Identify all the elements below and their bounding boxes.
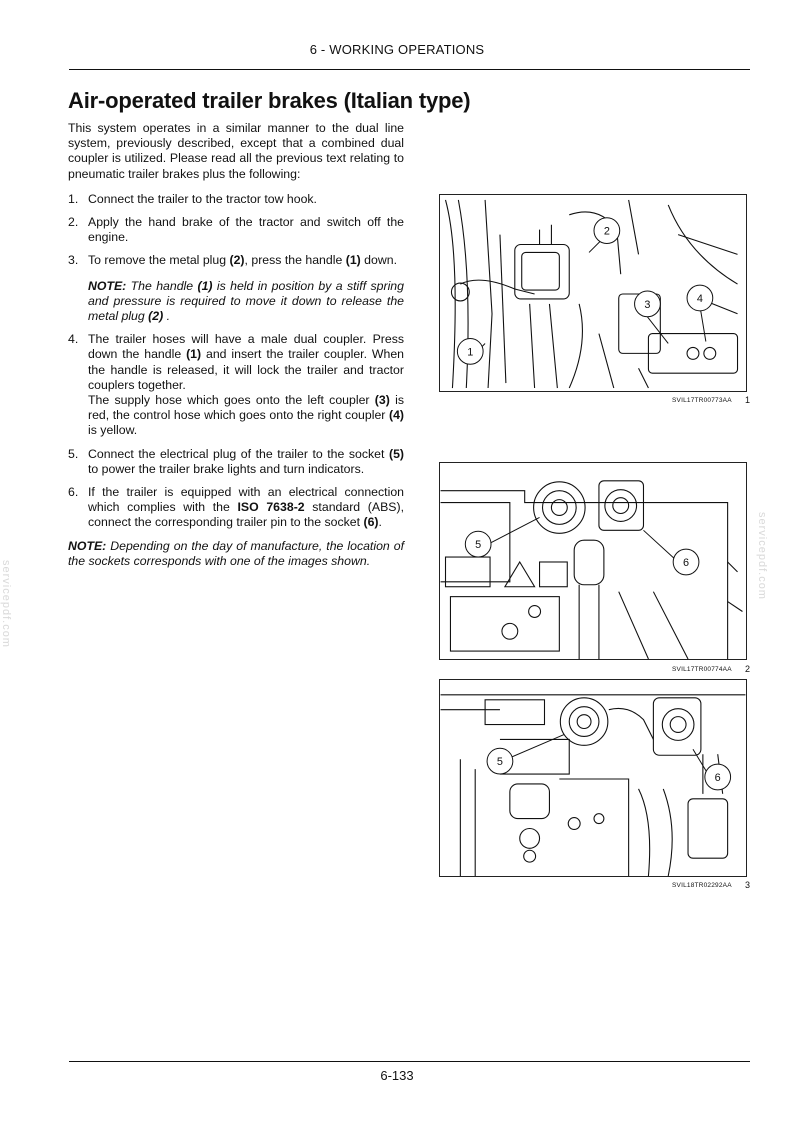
figure-sockets-type-b (439, 679, 747, 877)
step-number: 1. (68, 191, 79, 206)
step-text: If the trailer is equipped with an electrical connection which complies with the ISO 7638-2 standard (ABS), connect the corresponding trailer pin to the socket (6). (88, 485, 405, 530)
callout-label: 6 (714, 771, 721, 784)
step-number: 2. (68, 215, 79, 230)
step-number: 6. (68, 485, 79, 500)
header-section-title: 6 - WORKING OPERATIONS (309, 42, 485, 57)
step-item (68, 485, 404, 531)
callout-label: 4 (696, 292, 703, 305)
figure-number: 2 (745, 664, 751, 674)
step-item (68, 215, 404, 245)
figure-code: SVIL17TR00774AA (672, 666, 732, 673)
note-handle: NOTE: The handle (1) is held in position by a stiff spring and pressure is required to move it down to release the metal plug (2) . (88, 278, 404, 324)
step-item (68, 192, 404, 207)
header-rule (69, 69, 750, 70)
figure-number: 1 (745, 395, 751, 405)
callout-label: 2 (603, 225, 610, 238)
callout-label: 5 (475, 539, 482, 552)
step-number: 3. (68, 253, 79, 268)
figure-sockets-type-a (439, 462, 747, 660)
figure-coupler-handle (439, 194, 747, 392)
step-item (68, 253, 404, 324)
figure-code: SVIL17TR00773AA (672, 397, 732, 404)
step-text: Apply the hand brake of the tractor and switch off the engine. (88, 215, 404, 245)
intro-paragraph: This system operates in a similar manner to the dual line system, previously described, except that a combined dual coupler is utilized. Please read all the previous text relating to pneumatic trailer brakes plus the following: (68, 121, 404, 181)
figure-number: 3 (745, 880, 751, 890)
callout-label: 1 (467, 346, 474, 359)
step-text: Connect the electrical plug of the trailer to the socket (5) to power the trailer brake lights and turn indicators. (88, 446, 404, 476)
step-text: The trailer hoses will have a male dual coupler. Press down the handle (1) and insert the trailer coupler. When the handle is released, it will lock the trailer and tractor couplers together. The supply hose which goes onto the left coupler (3) is red, the control hose which goes onto the right coupler (4) is yellow. (88, 332, 404, 438)
step-item (68, 332, 404, 438)
step-text: Connect the trailer to the tractor tow hook. (88, 191, 317, 206)
footer-rule (69, 1061, 750, 1062)
step-number: 4. (68, 332, 79, 347)
callout-label: 6 (683, 556, 690, 569)
body-text (68, 121, 404, 569)
steps-list (68, 192, 404, 531)
step-number: 5. (68, 446, 79, 461)
watermark-left: servicepdf.com (0, 560, 12, 648)
note-sockets: NOTE: Depending on the day of manufacture, the location of the sockets corresponds with one of the images shown. (68, 538, 404, 568)
step-text: To remove the metal plug (2), press the handle (1) down. (88, 253, 397, 268)
section-heading: Air-operated trailer brakes (Italian type) (68, 88, 471, 113)
callout-label: 3 (644, 298, 651, 311)
step-item (68, 447, 404, 477)
watermark-right: servicepdf.com (756, 512, 768, 600)
page-number: 6-133 (380, 1068, 414, 1083)
figure-code: SVIL18TR02292AA (672, 882, 732, 889)
callout-label: 5 (496, 756, 503, 769)
